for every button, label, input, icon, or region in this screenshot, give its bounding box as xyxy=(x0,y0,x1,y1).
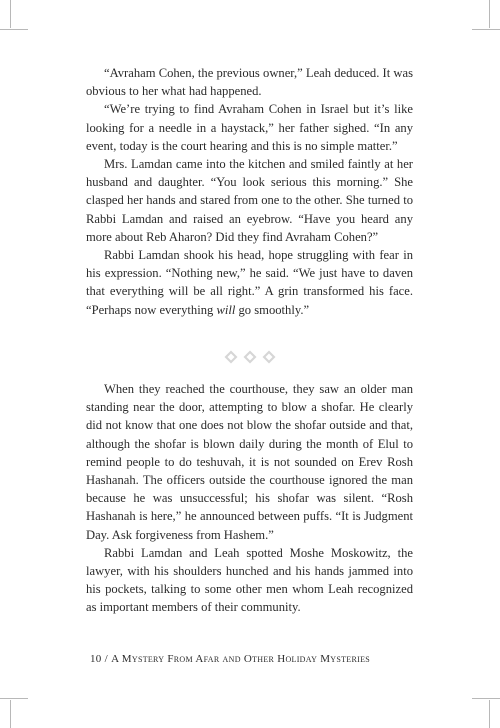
diamond-ornament-icon xyxy=(262,350,276,364)
paragraph: Rabbi Lamdan and Leah spotted Moshe Moskowitz, the lawyer, with his shoulders hunched and his hands jammed into his pockets, talking to some other men whom Leah recognized as important members of their community. xyxy=(86,545,413,615)
paragraph-text: Rabbi Lamdan shook his head, hope struggling with fear in his expression. “Nothing new,” he said. “We just have to daven that everything will be all right.” A grin transformed his face. “Perhaps now everything will go smoothly.” xyxy=(86,248,413,317)
crop-mark-bottom-left xyxy=(10,700,11,728)
paragraph xyxy=(86,246,413,319)
section-break-ornament xyxy=(0,350,500,364)
crop-mark-bottom-right xyxy=(489,700,490,728)
diamond-ornament-icon xyxy=(243,350,257,364)
running-book-title: A Mystery From Afar and Other Holiday Mysteries xyxy=(111,653,371,665)
crop-mark-bottom-right-horizontal xyxy=(472,698,500,699)
crop-mark-top-left xyxy=(10,0,11,28)
page-footer xyxy=(90,653,370,665)
paragraph: “We’re trying to find Avraham Cohen in Israel but it’s like looking for a needle in a haystack,” her father sighed. “In any event, today is the court hearing and this is no simple matter.” xyxy=(86,102,413,153)
emphasis: will xyxy=(216,302,236,317)
paragraph: “Avraham Cohen, the previous owner,” Leah deduced. It was obvious to her what had happened. xyxy=(86,66,413,99)
paragraph: When they reached the courthouse, they saw an older man standing near the door, attempting to blow a shofar. He clearly did not know that one does not blow the shofar outside and that, although the shofar is blown daily during the month of Elul to remind people to do teshuvah, it is not sounded on Erev Rosh Hashanah. The officers outside the courthouse ignored the man because he was unsuccessful; his shofar was silent. “Rosh Hashanah is here,” he announced between puffs. “It is Judgment Day. Ask forgiveness from Hashem.” xyxy=(86,382,413,542)
page-number: 10 xyxy=(90,653,102,665)
footer-separator: / xyxy=(104,653,109,665)
body-text-before-break xyxy=(86,64,413,319)
crop-mark-top-right xyxy=(489,0,490,28)
body-text-after-break xyxy=(86,380,413,617)
crop-mark-top-left-horizontal xyxy=(0,29,28,30)
crop-mark-top-right-horizontal xyxy=(472,29,500,30)
diamond-ornament-icon xyxy=(224,350,238,364)
crop-mark-bottom-left-horizontal xyxy=(0,698,28,699)
paragraph: Mrs. Lamdan came into the kitchen and smiled faintly at her husband and daughter. “You look serious this morning.” She clasped her hands and stared from one to the other. She turned to Rabbi Lamdan and raised an eyebrow. “Have you heard any more about Reb Aharon? Did they find Avraham Cohen?” xyxy=(86,157,413,244)
